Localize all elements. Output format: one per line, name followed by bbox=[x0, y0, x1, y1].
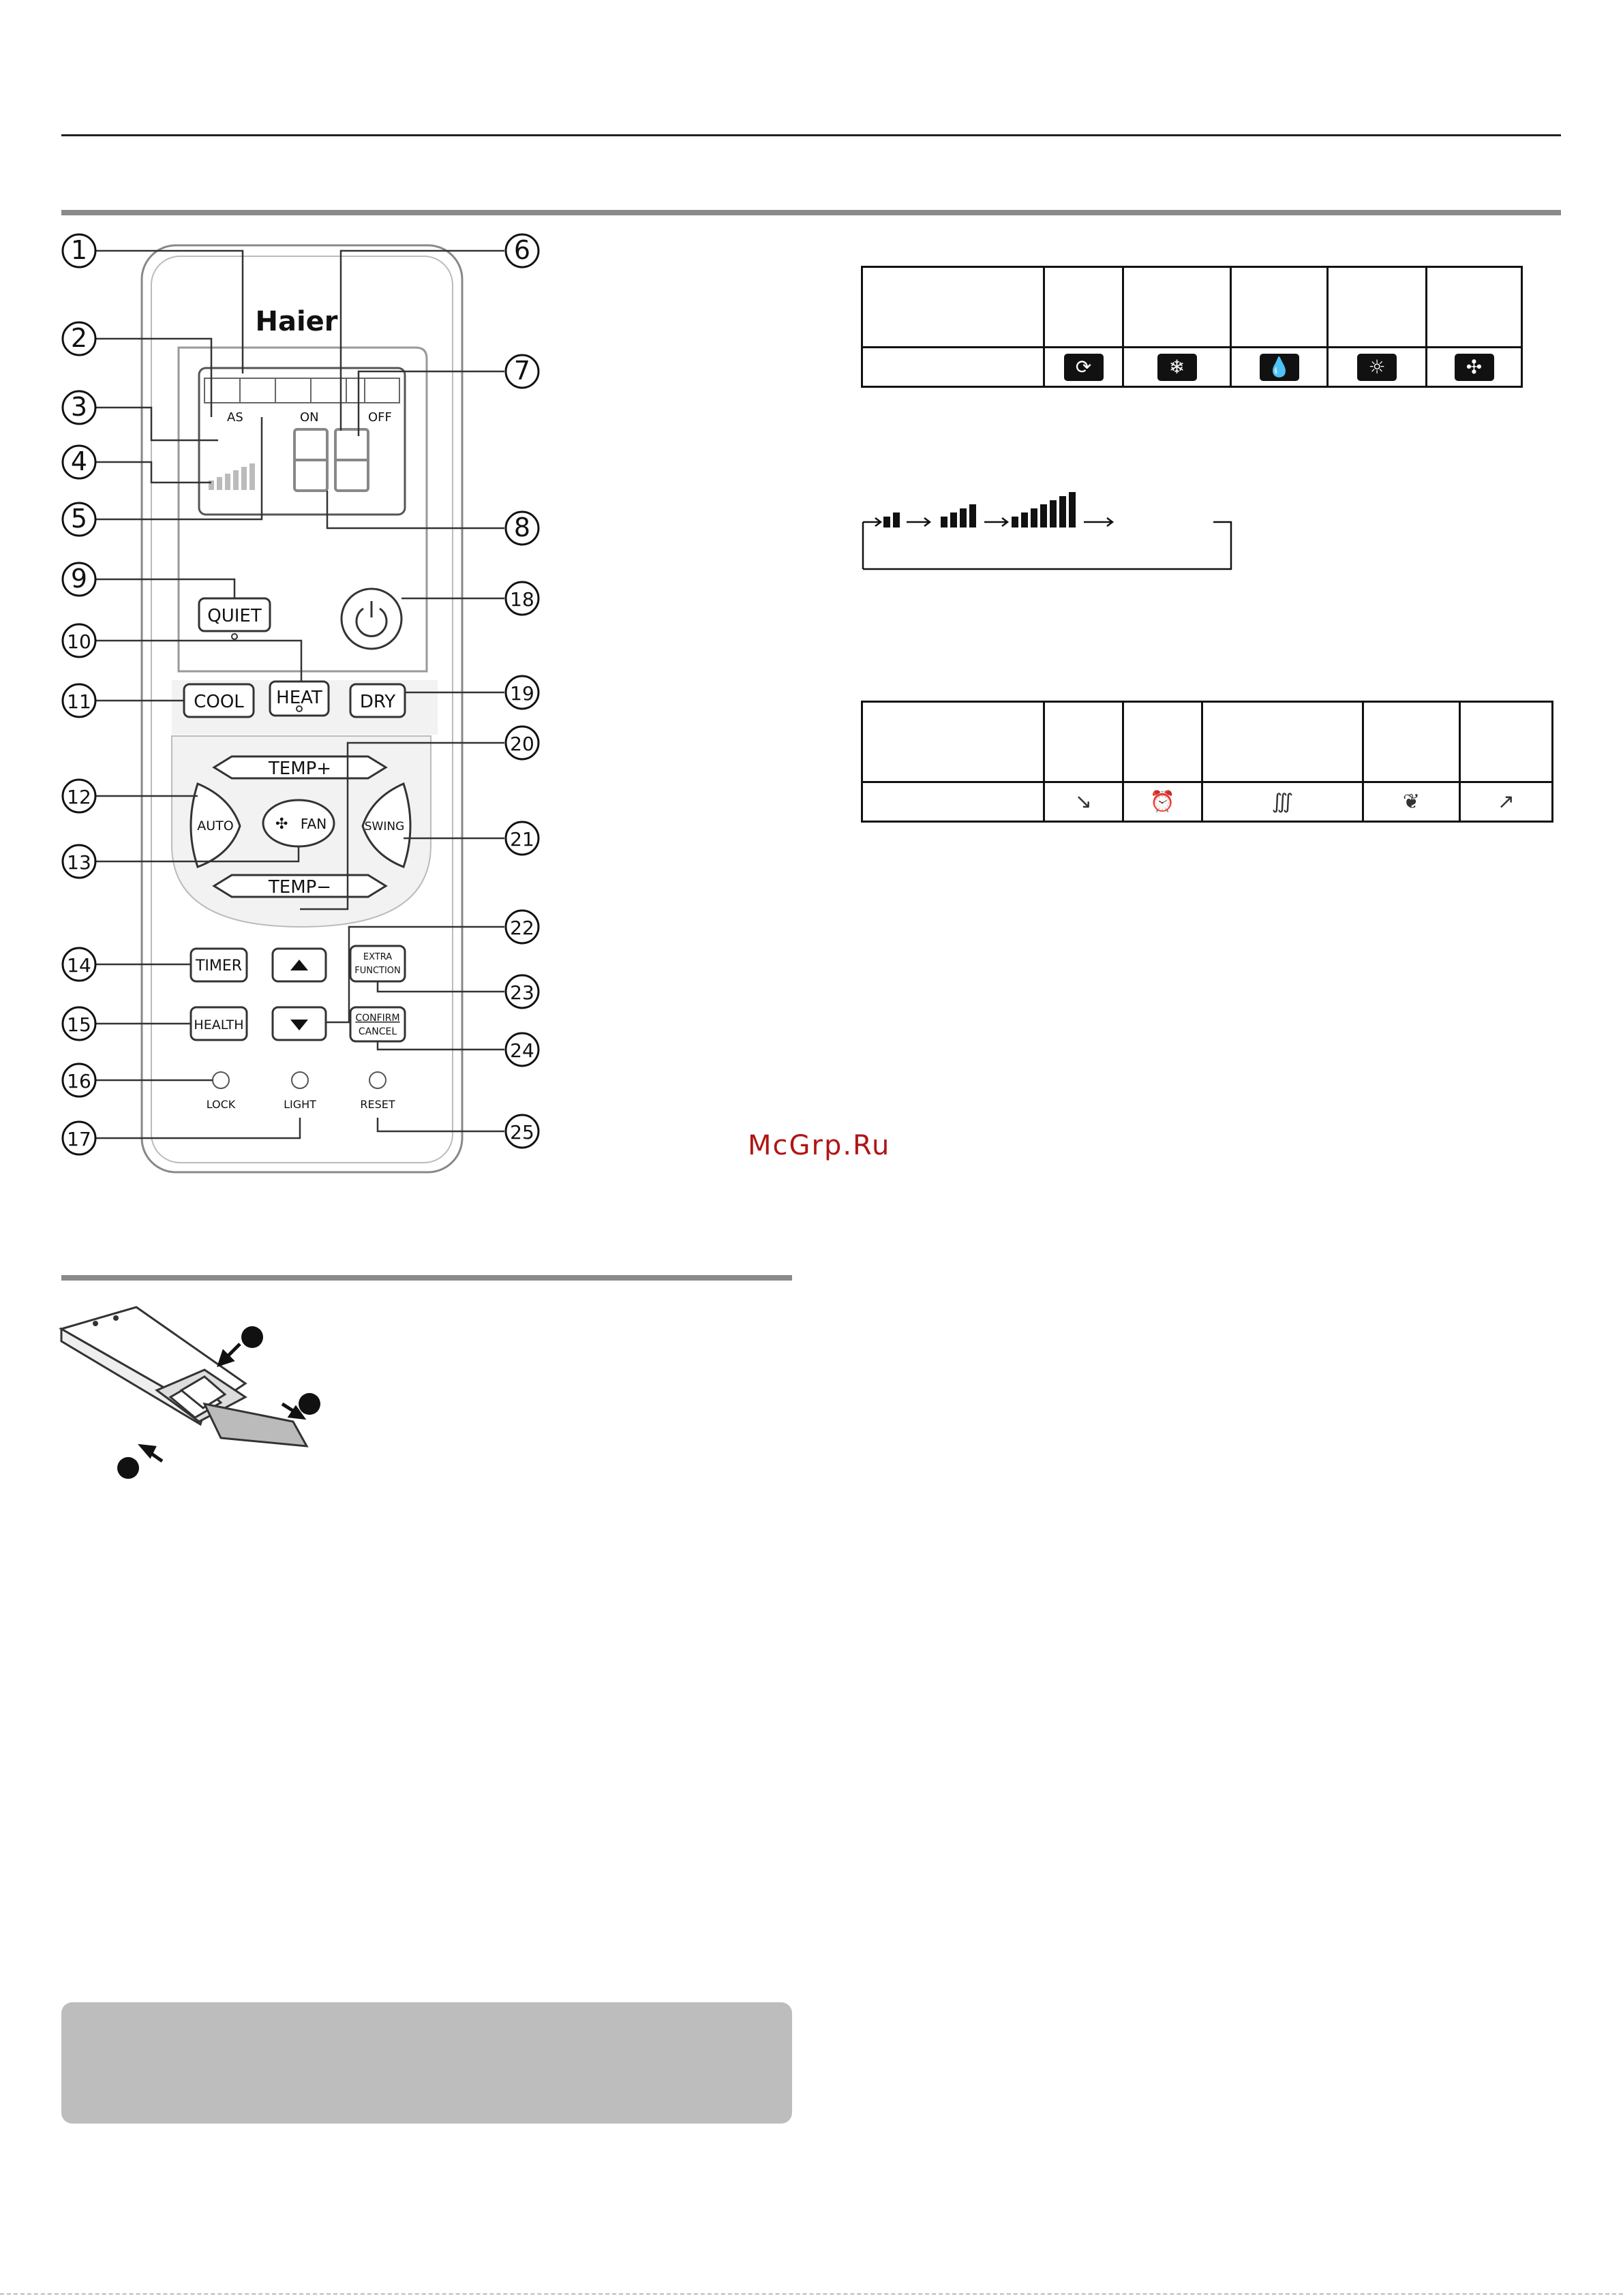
callout-2-num: 2 bbox=[70, 323, 88, 353]
callout-21-num: 21 bbox=[510, 828, 534, 851]
heat-label: HEAT bbox=[276, 688, 322, 708]
heat-mode-icon: ☼ bbox=[1357, 354, 1397, 381]
lcd-display bbox=[199, 368, 405, 515]
lcd-off-label: OFF bbox=[368, 410, 392, 425]
page-bottom-edge bbox=[0, 2293, 1623, 2295]
dry-label: DRY bbox=[359, 692, 396, 712]
auto-mode-icon: ⟳ bbox=[1064, 354, 1104, 381]
callout-14-num: 14 bbox=[67, 954, 91, 977]
brand-logo: Haier bbox=[255, 306, 338, 337]
callout-9-num: 9 bbox=[70, 564, 88, 594]
lcd-as-label: AS bbox=[227, 410, 243, 425]
callout-6-num: 6 bbox=[513, 235, 531, 265]
reset-pinhole[interactable] bbox=[369, 1072, 386, 1088]
callout-11-num: 11 bbox=[67, 690, 91, 713]
light-pinhole[interactable] bbox=[292, 1072, 308, 1088]
callout-7-num: 7 bbox=[513, 356, 531, 386]
health-label: HEALTH bbox=[194, 1017, 244, 1032]
electric-heat-icon: ∭ bbox=[1271, 790, 1294, 814]
reset-label: RESET bbox=[360, 1098, 395, 1111]
fan-speed-medium-icon bbox=[941, 504, 976, 527]
fan-icon: ✣ bbox=[275, 816, 288, 833]
auto-label: AUTO bbox=[197, 818, 234, 833]
lcd-on-label: ON bbox=[300, 410, 319, 425]
mode-icon-table bbox=[861, 266, 1523, 388]
alarm-timer-icon: ⏰ bbox=[1149, 790, 1176, 814]
battery-installation-diagram bbox=[55, 1302, 368, 1533]
callout-8-num: 8 bbox=[513, 512, 531, 542]
cancel-label: CANCEL bbox=[358, 1026, 397, 1037]
swing-label: SWING bbox=[364, 820, 405, 833]
timer-label: TIMER bbox=[195, 958, 243, 975]
callout-10-num: 10 bbox=[67, 630, 91, 653]
remote-control-diagram bbox=[0, 0, 559, 1199]
power-button[interactable] bbox=[342, 589, 401, 649]
callout-4-num: 4 bbox=[70, 446, 88, 476]
function-icon-table bbox=[861, 701, 1553, 823]
quiet-label: QUIET bbox=[207, 606, 262, 626]
step-1-label: 1 bbox=[304, 1396, 315, 1413]
cool-mode-icon: ❄ bbox=[1157, 354, 1197, 381]
section-divider-battery bbox=[61, 1275, 792, 1281]
callout-1-num: 1 bbox=[70, 235, 88, 265]
fan-speed-cycle-diagram bbox=[852, 484, 1247, 579]
fan-speed-high-icon bbox=[1012, 492, 1076, 527]
callout-23-num: 23 bbox=[510, 981, 534, 1004]
fan-mode-icon: ✣ bbox=[1455, 354, 1494, 381]
callout-16-num: 16 bbox=[67, 1070, 91, 1092]
callout-5-num: 5 bbox=[70, 504, 88, 534]
temp-up-label: TEMP+ bbox=[268, 759, 332, 779]
callout-18-num: 18 bbox=[510, 588, 534, 611]
light-label: LIGHT bbox=[284, 1098, 316, 1111]
callout-24-num: 24 bbox=[510, 1039, 534, 1062]
callout-17-num: 17 bbox=[67, 1128, 91, 1150]
extra-function-button[interactable] bbox=[350, 946, 405, 981]
temp-down-label: TEMP− bbox=[268, 877, 332, 898]
callout-20-num: 20 bbox=[510, 733, 534, 755]
callout-3-num: 3 bbox=[70, 392, 88, 422]
note-box bbox=[61, 2002, 792, 2124]
extra-label-2: FUNCTION bbox=[354, 966, 401, 976]
callout-25-num: 25 bbox=[510, 1121, 534, 1144]
fan-label: FAN bbox=[300, 816, 327, 832]
cool-label: COOL bbox=[194, 692, 244, 712]
callout-12-num: 12 bbox=[67, 786, 91, 808]
dry-mode-icon: 💧 bbox=[1260, 354, 1299, 381]
callout-15-num: 15 bbox=[67, 1013, 91, 1036]
step-2-label: 2 bbox=[247, 1330, 258, 1347]
watermark: McGrp.Ru bbox=[748, 1130, 891, 1161]
callout-22-num: 22 bbox=[510, 917, 534, 939]
callout-13-num: 13 bbox=[67, 851, 91, 874]
lock-label: LOCK bbox=[206, 1098, 236, 1111]
lock-pinhole[interactable] bbox=[213, 1072, 229, 1088]
leaf-icon: ❦ bbox=[1402, 790, 1421, 814]
sleep-icon: ↘ bbox=[1074, 790, 1093, 814]
step-3-label: 3 bbox=[123, 1460, 134, 1478]
turbo-icon: ↗ bbox=[1497, 790, 1515, 814]
callout-19-num: 19 bbox=[510, 682, 534, 705]
extra-label-1: EXTRA bbox=[363, 952, 393, 962]
fan-speed-low-icon bbox=[883, 512, 900, 527]
confirm-label: CONFIRM bbox=[355, 1013, 400, 1024]
